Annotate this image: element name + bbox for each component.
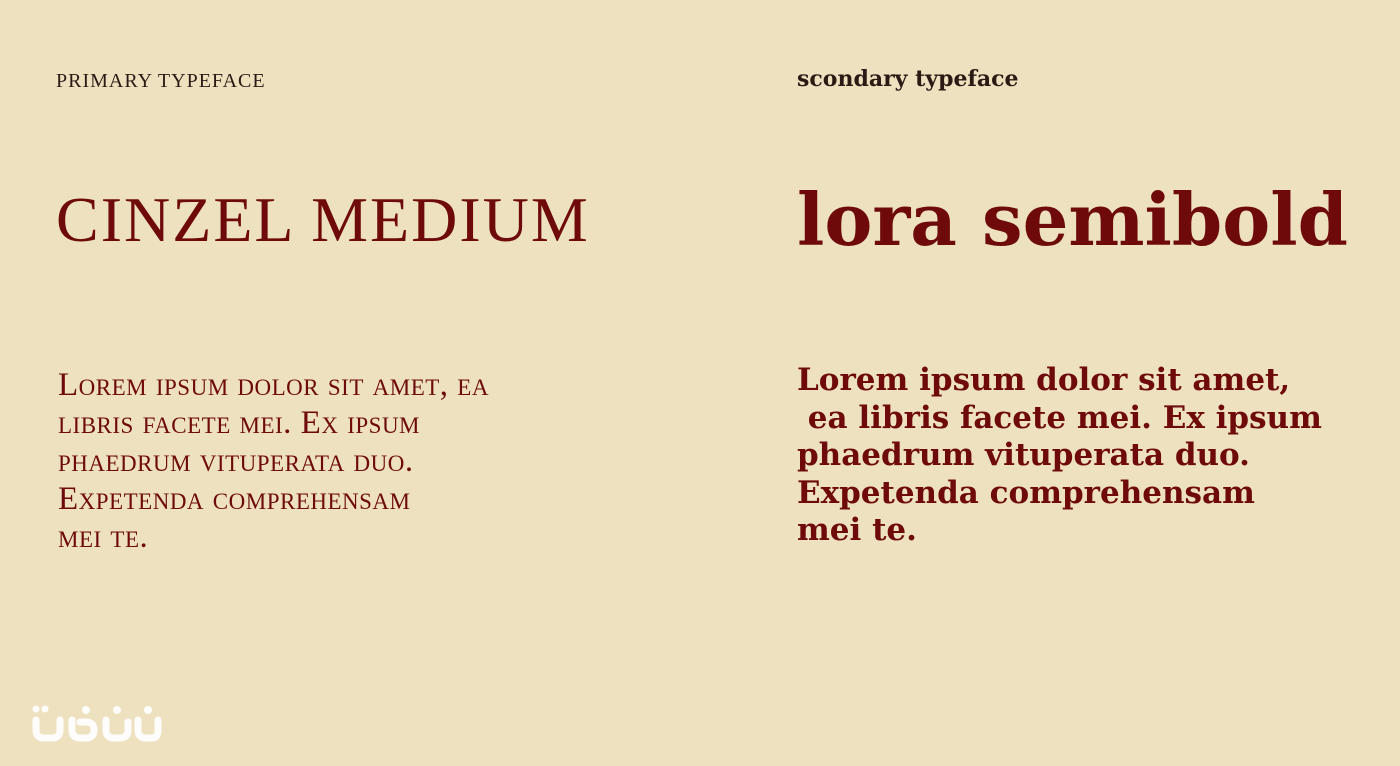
primary-sample-text bbox=[58, 366, 678, 556]
primary-sample-line: Lorem ipsum dolor sit amet, ea bbox=[58, 367, 489, 403]
primary-sample-line: phaedrum vituperata duo. bbox=[58, 443, 414, 479]
primary-sample-line: mei te. bbox=[58, 519, 149, 555]
secondary-typeface-title: lora semibold bbox=[797, 177, 1348, 262]
primary-sample-line: Expetenda comprehensam bbox=[58, 481, 411, 517]
secondary-sample-line: Lorem ipsum dolor sit amet, bbox=[797, 362, 1291, 398]
secondary-sample-line: mei te. bbox=[797, 512, 917, 548]
secondary-sample-text bbox=[797, 362, 1377, 550]
primary-typeface-label: PRIMARY TYPEFACE bbox=[56, 70, 266, 92]
brand-logo-icon bbox=[30, 700, 164, 746]
secondary-sample-line: phaedrum vituperata duo. bbox=[797, 437, 1250, 473]
secondary-sample-line: Expetenda comprehensam bbox=[797, 474, 1255, 511]
secondary-typeface-label: scondary typeface bbox=[797, 66, 1019, 92]
primary-typeface-title: CINZEL MEDIUM bbox=[56, 184, 590, 255]
primary-sample-line: libris facete mei. Ex ipsum bbox=[58, 405, 421, 441]
secondary-sample-line: ea libris facete mei. Ex ipsum bbox=[797, 399, 1322, 436]
